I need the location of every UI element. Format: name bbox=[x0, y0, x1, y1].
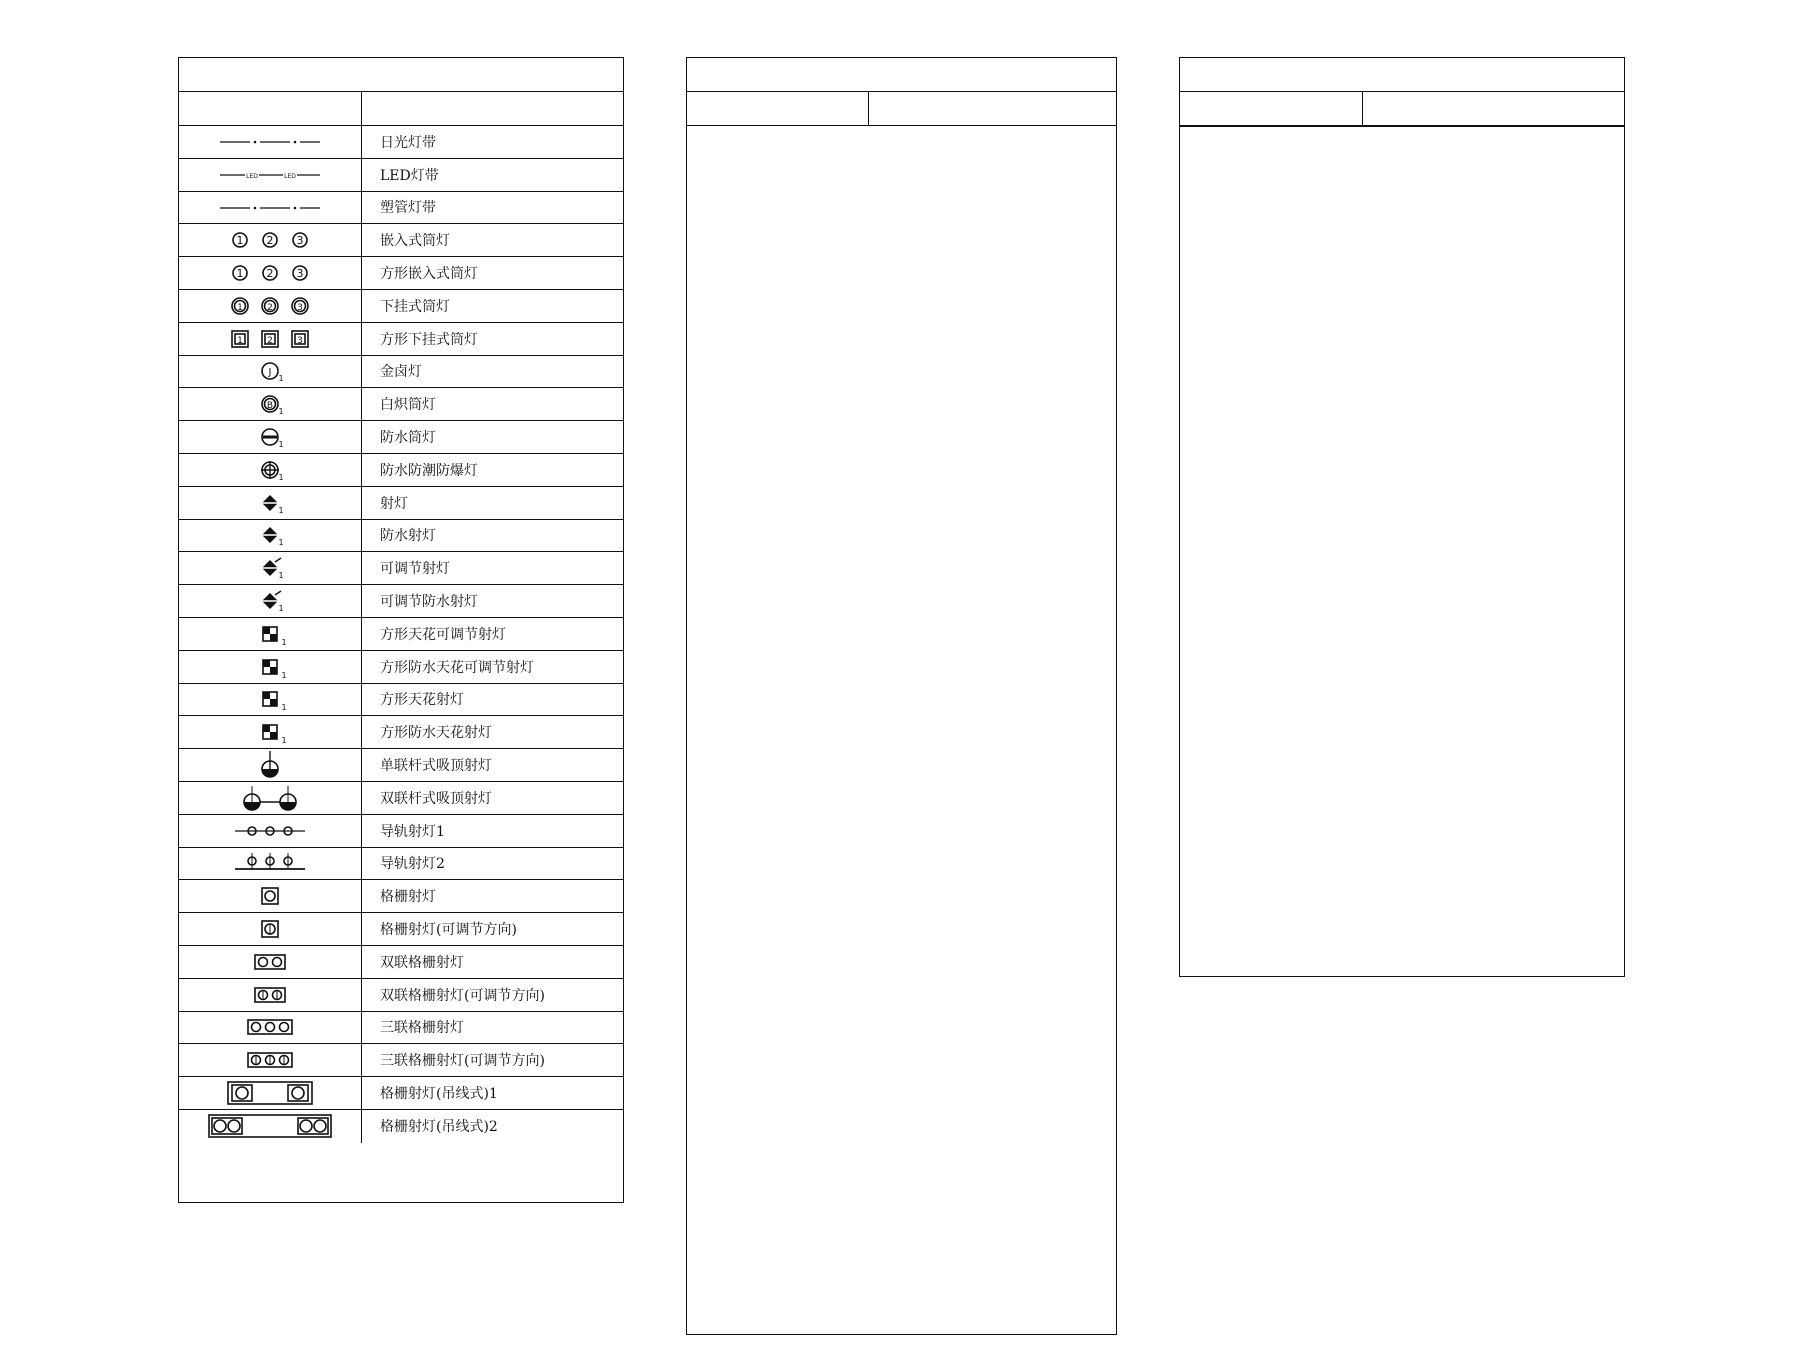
legend-symbol-cell bbox=[179, 388, 362, 420]
table-header bbox=[1180, 92, 1624, 126]
legend-symbol-cell bbox=[179, 290, 362, 322]
table-header bbox=[179, 92, 623, 126]
col-desc-header bbox=[1363, 92, 1624, 125]
legend-symbol-cell bbox=[179, 979, 362, 1011]
table-caption bbox=[179, 58, 623, 92]
legend-description: 方形嵌入式筒灯 bbox=[380, 266, 478, 283]
table-caption bbox=[687, 58, 1116, 92]
legend-symbol-cell bbox=[179, 159, 362, 191]
legend-description: 格栅射灯(吊线式)1 bbox=[380, 1086, 498, 1102]
svg-text:3: 3 bbox=[296, 234, 304, 248]
triple-grille-adjustable-icon bbox=[195, 1044, 345, 1076]
legend-description: 日光灯带 bbox=[380, 134, 436, 151]
svg-text:1: 1 bbox=[278, 374, 284, 384]
svg-text:3: 3 bbox=[297, 335, 303, 346]
legend-symbol-cell bbox=[179, 716, 362, 748]
col-legend-header bbox=[1180, 92, 1363, 125]
circle-number-icon bbox=[195, 257, 345, 289]
legend-description: 双联格栅射灯(可调节方向) bbox=[380, 987, 545, 1004]
table-row bbox=[179, 290, 623, 323]
svg-text:3: 3 bbox=[296, 267, 304, 281]
table-row bbox=[179, 454, 623, 487]
col-legend-header bbox=[179, 92, 362, 125]
legend-symbol-cell bbox=[179, 1077, 362, 1109]
svg-text:1: 1 bbox=[278, 571, 284, 581]
legend-symbol-cell bbox=[179, 749, 362, 781]
double-grille-adjustable-icon bbox=[195, 979, 345, 1011]
legend-symbol-cell bbox=[179, 323, 362, 355]
legend-table-2 bbox=[686, 57, 1117, 1335]
svg-text:2: 2 bbox=[267, 335, 273, 346]
table-row bbox=[179, 585, 623, 618]
square-adjustable-icon bbox=[195, 618, 345, 650]
track-light-2-icon bbox=[195, 847, 345, 879]
table-row bbox=[179, 1012, 623, 1045]
svg-text:1: 1 bbox=[278, 440, 284, 450]
legend-symbol-cell bbox=[179, 848, 362, 880]
table-row bbox=[179, 192, 623, 225]
table-header bbox=[687, 92, 1116, 126]
table-row bbox=[179, 684, 623, 717]
legend-symbol-cell bbox=[179, 257, 362, 289]
legend-description: 防水筒灯 bbox=[380, 430, 436, 447]
pendant-grille-1-icon bbox=[195, 1077, 345, 1109]
svg-text:1: 1 bbox=[278, 407, 284, 417]
explosion-proof-icon bbox=[195, 454, 345, 486]
legend-description: 防水防潮防爆灯 bbox=[380, 462, 478, 479]
legend-description: 白炽筒灯 bbox=[380, 397, 436, 414]
spotlight-icon bbox=[195, 487, 345, 519]
table-row bbox=[179, 126, 623, 159]
legend-symbol-cell bbox=[179, 880, 362, 912]
table-row bbox=[179, 749, 623, 782]
table-row bbox=[179, 716, 623, 749]
legend-description: 塑管灯带 bbox=[380, 200, 436, 217]
legend-symbol-cell bbox=[179, 224, 362, 256]
single-pole-icon bbox=[195, 749, 345, 781]
legend-description: 双联杆式吸顶射灯 bbox=[380, 790, 492, 807]
svg-text:1: 1 bbox=[278, 472, 284, 482]
legend-description: LED灯带 bbox=[380, 167, 439, 184]
table-1-rows bbox=[179, 126, 623, 1143]
legend-description: 导轨射灯2 bbox=[380, 856, 445, 873]
legend-description: 双联格栅射灯 bbox=[380, 954, 464, 971]
svg-text:1: 1 bbox=[236, 234, 244, 248]
table-row bbox=[179, 224, 623, 257]
legend-symbol-cell bbox=[179, 1110, 362, 1143]
table-caption bbox=[1180, 58, 1624, 92]
svg-text:1: 1 bbox=[237, 335, 243, 346]
legend-symbol-cell bbox=[179, 585, 362, 617]
legend-symbol-cell bbox=[179, 520, 362, 552]
svg-text:1: 1 bbox=[281, 637, 287, 647]
col-desc-header bbox=[362, 92, 623, 125]
svg-text:2: 2 bbox=[267, 302, 273, 313]
legend-description: 方形防水天花可调节射灯 bbox=[380, 659, 534, 676]
led-line-icon bbox=[195, 159, 345, 191]
circle-number-icon bbox=[195, 224, 345, 256]
table-row bbox=[179, 421, 623, 454]
legend-description: 方形下挂式筒灯 bbox=[380, 331, 478, 348]
legend-description: 三联格栅射灯(可调节方向) bbox=[380, 1053, 545, 1070]
svg-text:B: B bbox=[266, 401, 274, 412]
legend-description: 格栅射灯(吊线式)2 bbox=[380, 1119, 498, 1136]
legend-description: 可调节射灯 bbox=[380, 561, 450, 578]
waterproof-spotlight-icon bbox=[195, 519, 345, 551]
legend-symbol-cell bbox=[179, 192, 362, 224]
legend-symbol-cell bbox=[179, 1044, 362, 1076]
legend-symbol-cell bbox=[179, 487, 362, 519]
table-row bbox=[179, 848, 623, 881]
square-spot-icon bbox=[195, 683, 345, 715]
incandescent-icon bbox=[195, 388, 345, 420]
table-row bbox=[179, 946, 623, 979]
legend-description: 下挂式筒灯 bbox=[380, 298, 450, 315]
square-waterproof-spot-icon bbox=[195, 716, 345, 748]
svg-text:LED: LED bbox=[246, 172, 258, 180]
legend-symbol-cell bbox=[179, 684, 362, 716]
table-row bbox=[179, 979, 623, 1012]
legend-symbol-cell bbox=[179, 815, 362, 847]
metal-halide-icon bbox=[195, 355, 345, 387]
table-row bbox=[179, 1077, 623, 1110]
table-row bbox=[179, 782, 623, 815]
triple-grille-icon bbox=[195, 1011, 345, 1043]
svg-text:1: 1 bbox=[237, 302, 243, 313]
svg-text:1: 1 bbox=[281, 736, 287, 746]
legend-description: 方形天花射灯 bbox=[380, 692, 464, 709]
legend-description: 可调节防水射灯 bbox=[380, 594, 478, 611]
table-row bbox=[179, 388, 623, 421]
legend-table-1 bbox=[178, 57, 624, 1203]
svg-text:1: 1 bbox=[278, 538, 284, 548]
dash-line-icon bbox=[195, 126, 345, 158]
legend-symbol-cell bbox=[179, 651, 362, 683]
svg-text:2: 2 bbox=[266, 267, 274, 281]
square-number-icon bbox=[195, 323, 345, 355]
svg-text:1: 1 bbox=[281, 670, 287, 680]
table-row bbox=[179, 880, 623, 913]
table-3-office-rows bbox=[1180, 126, 1624, 127]
svg-text:1: 1 bbox=[278, 505, 284, 515]
table-row bbox=[179, 257, 623, 290]
legend-symbol-cell bbox=[179, 1012, 362, 1044]
legend-description: 导轨射灯1 bbox=[380, 823, 445, 840]
legend-description: 方形天花可调节射灯 bbox=[380, 626, 506, 643]
legend-description: 嵌入式筒灯 bbox=[380, 233, 450, 250]
pendant-grille-2-icon bbox=[195, 1110, 345, 1142]
svg-text:J: J bbox=[268, 367, 272, 379]
legend-description: 单联杆式吸顶射灯 bbox=[380, 758, 492, 775]
double-pole-icon bbox=[195, 782, 345, 814]
table-row bbox=[179, 618, 623, 651]
table-row bbox=[179, 552, 623, 585]
track-light-icon bbox=[195, 815, 345, 847]
table-row bbox=[179, 487, 623, 520]
legend-description: 防水射灯 bbox=[380, 528, 436, 545]
square-waterproof-adjustable-icon bbox=[195, 651, 345, 683]
double-grille-icon bbox=[195, 946, 345, 978]
svg-text:1: 1 bbox=[281, 703, 287, 713]
table-row bbox=[179, 520, 623, 553]
svg-text:1: 1 bbox=[236, 267, 244, 281]
legend-symbol-cell bbox=[179, 618, 362, 650]
table-row bbox=[179, 159, 623, 192]
svg-text:3: 3 bbox=[297, 302, 303, 313]
legend-description: 格栅射灯 bbox=[380, 889, 436, 906]
legend-description: 射灯 bbox=[380, 495, 408, 512]
table-row bbox=[179, 913, 623, 946]
double-circle-number-icon bbox=[195, 290, 345, 322]
col-desc-header bbox=[869, 92, 1116, 125]
legend-symbol-cell bbox=[179, 913, 362, 945]
legend-symbol-cell bbox=[179, 454, 362, 486]
legend-table-3 bbox=[1179, 57, 1625, 977]
legend-description: 金卤灯 bbox=[380, 364, 422, 381]
legend-symbol-cell bbox=[179, 946, 362, 978]
legend-symbol-cell bbox=[179, 782, 362, 814]
table-row bbox=[179, 1110, 623, 1143]
table-row bbox=[179, 1044, 623, 1077]
adjustable-waterproof-spotlight-icon bbox=[195, 585, 345, 617]
table-row bbox=[179, 815, 623, 848]
legend-description: 方形防水天花射灯 bbox=[380, 725, 492, 742]
grille-spot-icon bbox=[195, 880, 345, 912]
table-row bbox=[179, 356, 623, 389]
grille-spot-adjustable-icon bbox=[195, 913, 345, 945]
legend-symbol-cell bbox=[179, 126, 362, 158]
legend-symbol-cell bbox=[179, 421, 362, 453]
col-legend-header bbox=[687, 92, 869, 125]
legend-symbol-cell bbox=[179, 356, 362, 388]
adjustable-spotlight-icon bbox=[195, 552, 345, 584]
table-row bbox=[179, 323, 623, 356]
tube-line-icon bbox=[195, 192, 345, 224]
legend-description: 格栅射灯(可调节方向) bbox=[380, 922, 517, 939]
svg-text:LED: LED bbox=[284, 172, 296, 180]
table-row bbox=[179, 651, 623, 684]
waterproof-downlight-icon bbox=[195, 421, 345, 453]
legend-symbol-cell bbox=[179, 552, 362, 584]
legend-description: 三联格栅射灯 bbox=[380, 1020, 464, 1037]
svg-text:1: 1 bbox=[278, 604, 284, 614]
svg-text:2: 2 bbox=[266, 234, 274, 248]
